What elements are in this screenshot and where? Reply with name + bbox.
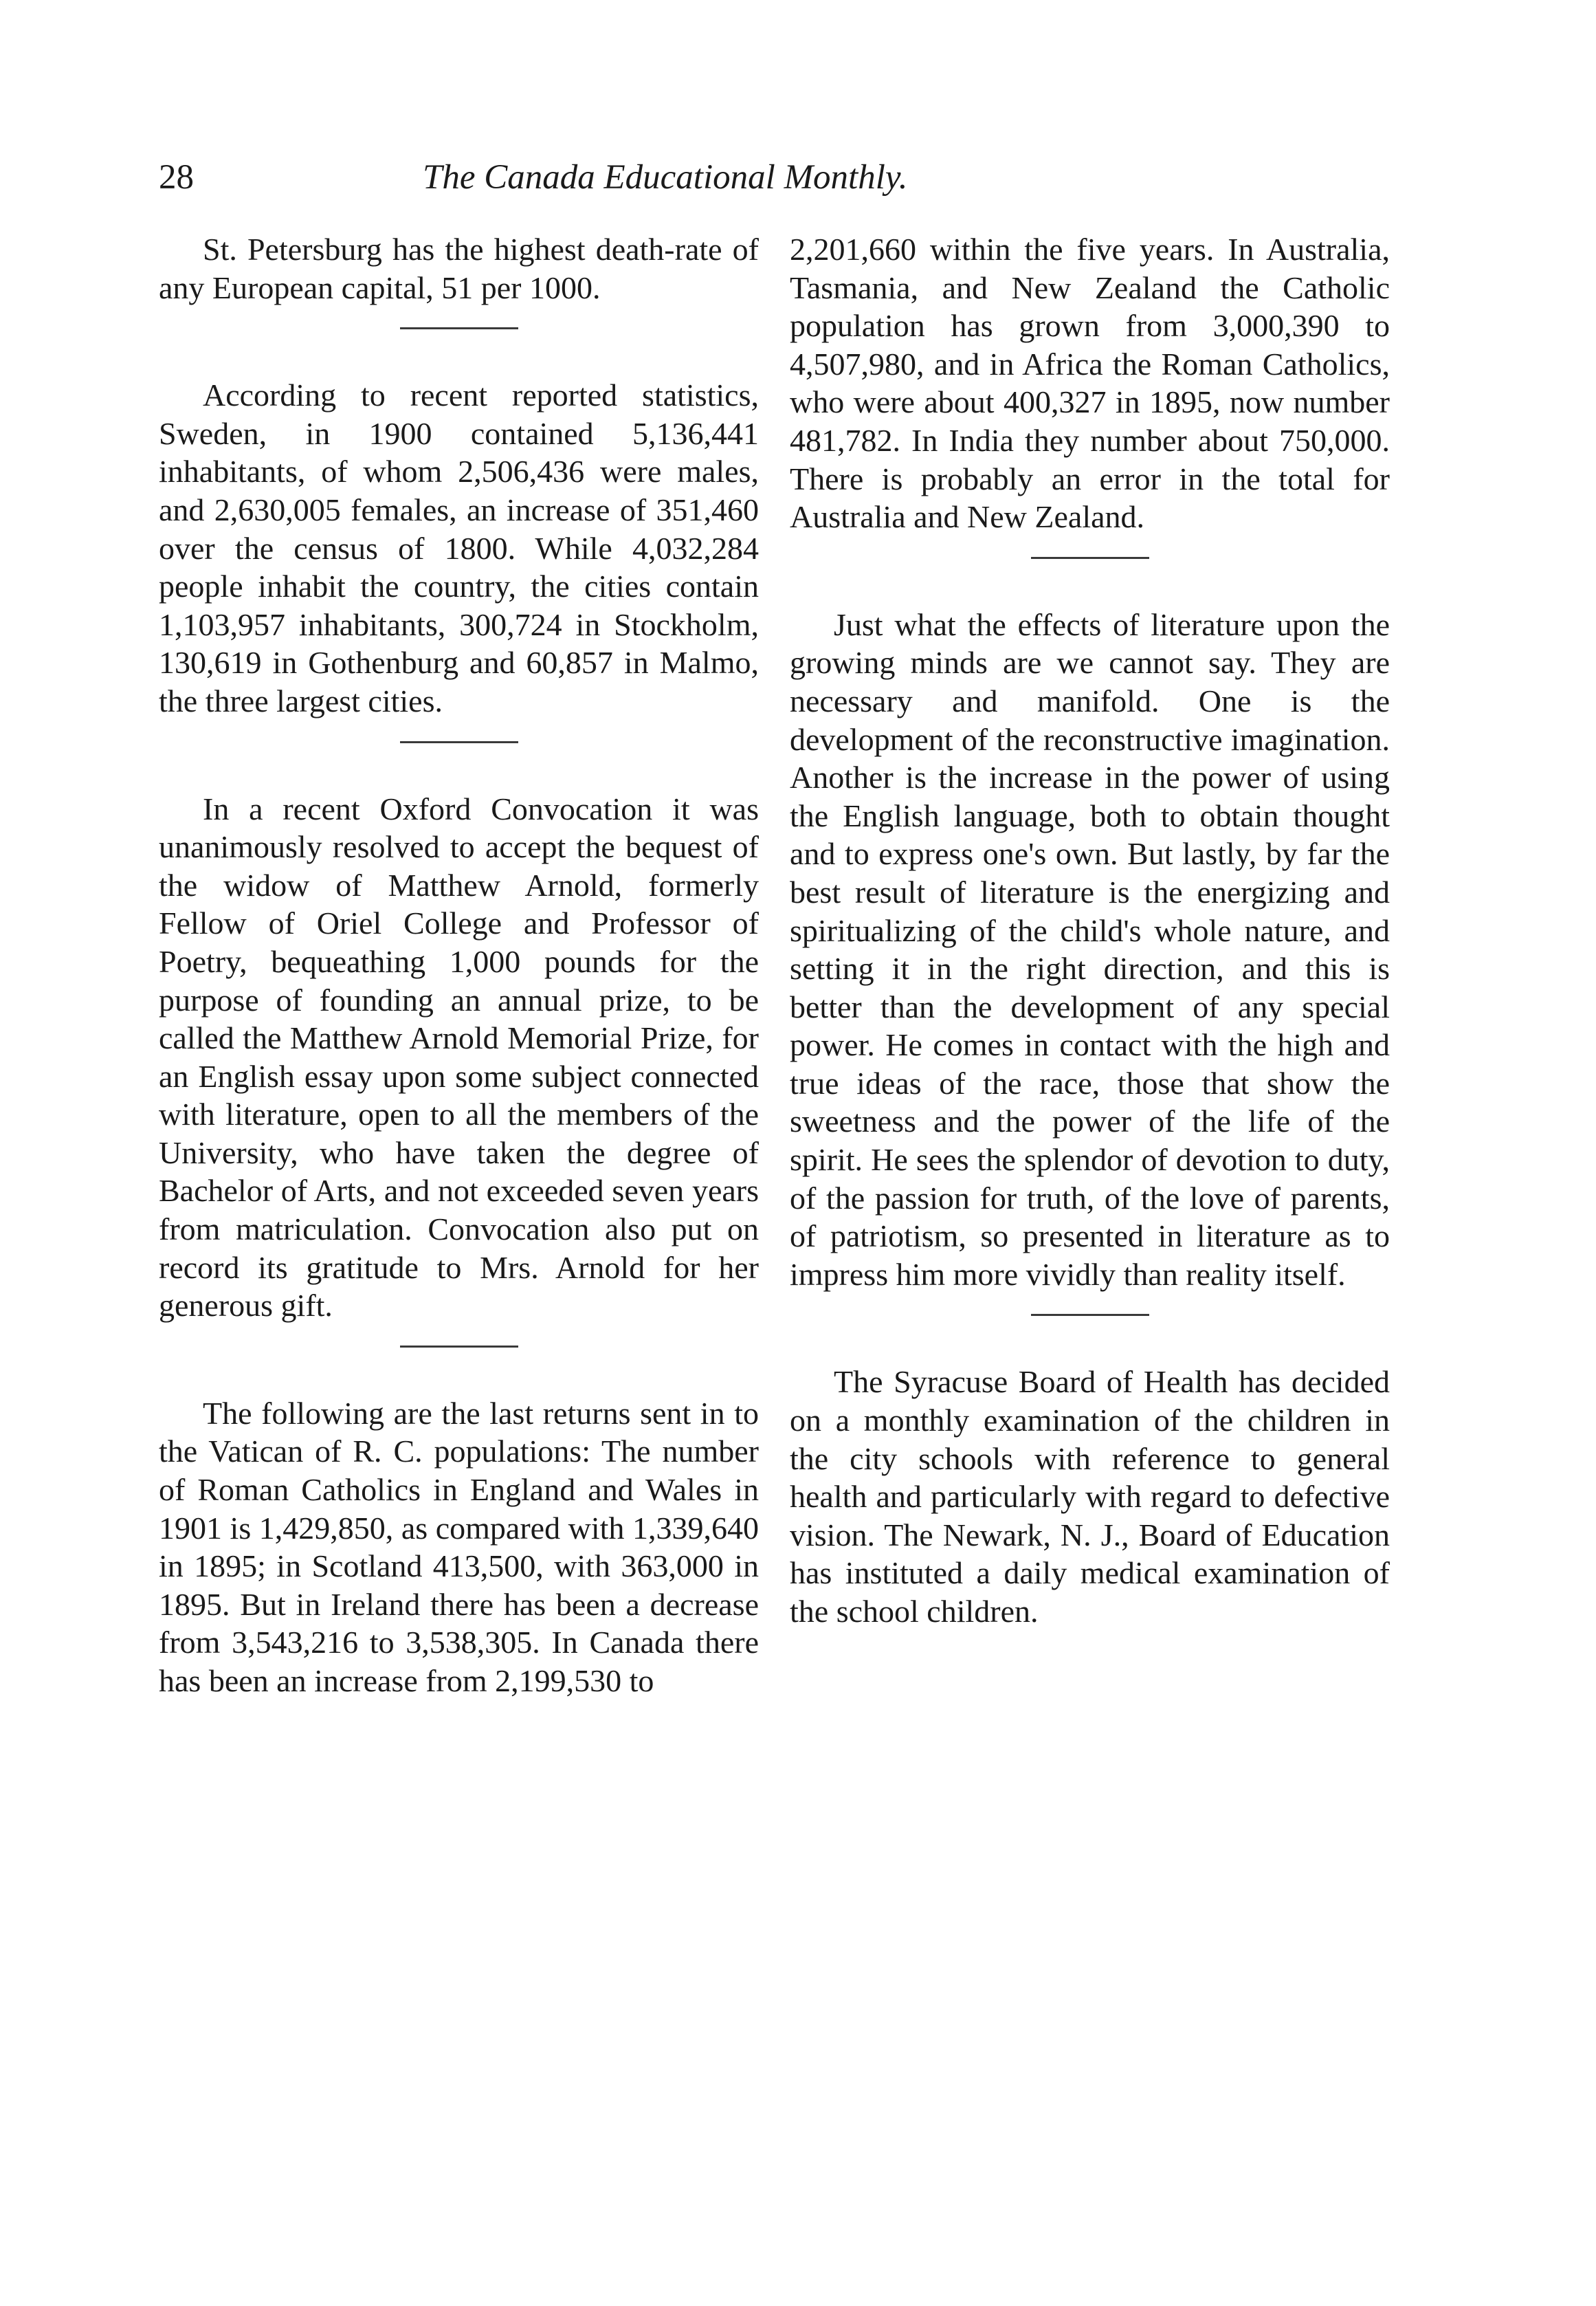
paragraph-st-petersburg: St. Petersburg has the highest death-rate of any European capital, 51 per 1000.: [159, 232, 759, 305]
paragraph-sweden-census: According to recent reported statistics, Sweden, in 1900 contained 5,136,441 inhabitants, of whom 2,506,436 were males, and 2,630,005 females, an increase of 351,460 over the census of 1800. While 4,032,284 people inhabit the country, the cities contain 1,103,957 inhabitants, 300,724 in Stockholm, 130,619 in Gothenburg and 60,857 in Malmo, the three largest cities.: [159, 377, 759, 718]
left-column: [159, 230, 759, 1700]
section-divider: [400, 741, 518, 743]
right-column: [790, 230, 1390, 1631]
page-header: [159, 150, 1121, 205]
section-divider: [400, 327, 518, 329]
paragraph-vatican-continued: 2,201,660 within the five years. In Australia, Tasmania, and New Zealand the Catholic population has grown from 3,000,390 to 4,507,980, and in Africa the Roman Catholics, who were about 400,327 in 1895, now number 481,782. In India they number about 750,000. There is probably an error in the total for Australia and New Zealand.: [790, 232, 1390, 535]
page-number: 28: [159, 158, 194, 197]
section-divider: [400, 1346, 518, 1348]
paragraph-oxford-convocation: In a recent Oxford Convocation it was unanimously resolved to accept the bequest of the widow of Matthew Arnold, formerly Fellow of Oriel College and Professor of Poetry, bequeathing 1,000 pounds for the purpose of founding an annual prize, to be called the Matthew Arnold Memorial Prize, for an English essay upon some subject connected with literature, open to all the members of the University, who have taken the degree of Bachelor of Arts, and not exceeded seven years from matriculation. Convocation also put on record its gratitude to Mrs. Arnold for her generous gift.: [159, 791, 759, 1324]
paragraph-effects-of-literature: Just what the effects of literature upon the growing minds are we cannot say. They are necessary and manifold. One is the development of the reconstructive imagination. Another is the increase in the power of using the English language, both to obtain thought and to express one's own. But lastly, by far the best result of literature is the energizing and spiritualizing of the child's whole nature, and setting it in the right direction, and this is better than the development of any special power. He comes in contact with the high and true ideas of the race, those that show the sweetness and the power of the life of the spirit. He sees the splendor of devotion to duty, of the passion for truth, of the love of parents, of patriotism, so presented in literature as to impress him more vividly than reality itself.: [790, 606, 1390, 1292]
running-title: The Canada Educational Monthly.: [423, 158, 908, 197]
section-divider: [1031, 1314, 1149, 1316]
paragraph-vatican-returns: The following are the last returns sent in to the Vatican of R. C. populations: The number of Roman Catholics in England and Wales in 1901 is 1,429,850, as compared with 1,339,640 in 1895; in Scotland 413,500, with 363,000 in 1895. But in Ireland there has been a decrease from 3,543,216 to 3,538,305. In Canada there has been an increase from 2,199,530 to: [159, 1395, 759, 1698]
paragraph-syracuse-board: The Syracuse Board of Health has decided on a monthly examination of the children in the city schools with reference to general health and particularly with regard to defective vision. The Newark, N. J., Board of Education has instituted a daily medical examination of the school children.: [790, 1364, 1390, 1629]
section-divider: [1031, 557, 1149, 559]
